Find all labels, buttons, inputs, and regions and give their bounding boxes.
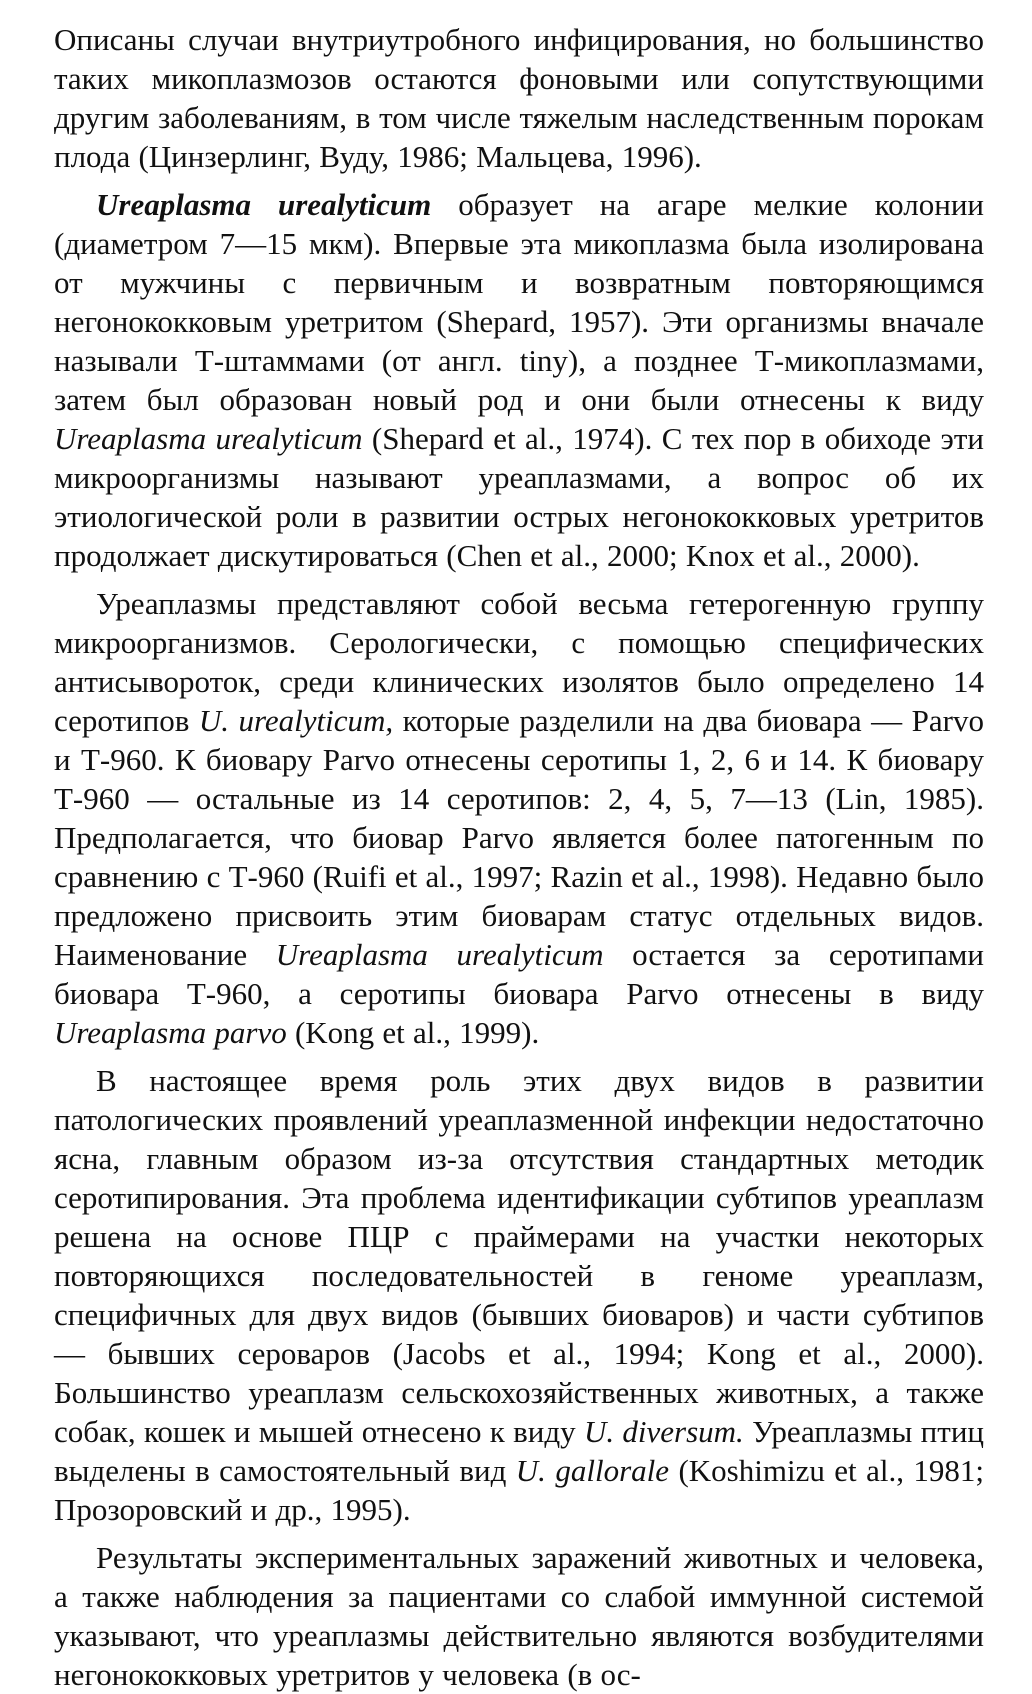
species-name-italic: U. diversum. — [583, 1414, 744, 1449]
text-run: (Kong et al., 1999). — [286, 1015, 540, 1050]
species-name-italic: U. gallorale — [515, 1453, 670, 1488]
text-run: Результаты экспериментальных заражений животных и человека, а также наблюдения за пациентами со слабой иммунной системой указывают, что уреаплазмы действительно являются возбудителями негонококковых уретритов у человека (в ос- — [54, 1540, 984, 1692]
text-run: остается за серотипами биовара Т-960, а серотипы биовара Parvo отнесены в виду — [54, 937, 984, 1011]
paragraph-experiments — [54, 1538, 984, 1694]
species-name-italic: Ureaplasma urealyticum — [275, 937, 604, 972]
paragraph-heterogeneity — [54, 584, 984, 1052]
text-run: которые разделили на два биовара — Parvo и Т-960. К биовару Parvo отнесены серотипы 1, 2, 6 и 14. К биовару Т-960 — остальные из 14 серотипов: 2, 4, 5, 7—13 (Lin, 1985). Предполагается, что биовар Parvo является более патогенным по сравнению с Т-960 (Ruifi et al., 1997; Razin et al., 1998). Недавно было предложено присвоить этим биоварам статус отдельных видов. Наименование — [54, 703, 984, 972]
text-run: Уреаплазмы представляют собой весьма гетерогенную группу микроорганизмов. Серологически, с помощью специфических антисывороток, среди клинических изолятов было определено 14 серотипов — [54, 586, 984, 738]
document-page — [54, 20, 984, 1692]
text-run: образует на агаре мелкие колонии (диаметром 7—15 мкм). Впервые эта микоплазма была изолирована от мужчины с первичным и возвратным повторяющимся негонококковым уретритом (Shepard, 1957). Эти организмы вначале называли Т-штаммами (от англ. tiny), а позднее Т-микоплазмами, затем был образован новый род и они были отнесены к виду — [54, 187, 984, 417]
text-run: (Shepard et al., 1974). С тех пор в обиходе эти микроорганизмы называют уреаплазмами, а вопрос об их этиологической роли в развитии острых негонококковых уретритов продолжает дискутироваться (Chen et al., 2000; Knox et al., 2000). — [54, 421, 984, 573]
species-name-italic: Ureaplasma parvo — [54, 1015, 287, 1050]
paragraph-subtyping — [54, 1061, 984, 1529]
species-name-italic: Ureaplasma urealyticum — [54, 421, 363, 456]
species-name-italic: U. urealyticum, — [198, 703, 394, 738]
paragraph-ureaplasma-urealyticum — [54, 185, 984, 575]
text-run: Описаны случаи внутриутробного инфицирования, но большинство таких микоплазмозов остаются фоновыми или сопутствующими другим заболеваниям, в том числе тяжелым наследственным порокам плода (Цинзерлинг, Вуду, 1986; Мальцева, 1996). — [54, 22, 984, 174]
lead-term-bold-italic: Ureaplasma urealyticum — [96, 187, 432, 222]
paragraph-intro — [54, 20, 984, 176]
text-run: Уреаплазмы птиц выделены в самостоятельный вид — [54, 1414, 984, 1488]
text-run: (Koshimizu et al., 1981; Прозоровский и др., 1995). — [54, 1453, 984, 1527]
text-run: В настоящее время роль этих двух видов в развитии патологических проявлений уреаплазменной инфекции недостаточно ясна, главным образом из-за отсутствия стандартных методик серотипирования. Эта проблема идентификации субтипов уреаплазм решена на основе ПЦР с праймерами на участки некоторых повторяющихся последовательностей в геноме уреаплазм, специфичных для двух видов (бывших биоваров) и части субтипов — бывших сероваров (Jacobs et al., 1994; Kong et al., 2000). Большинство уреаплазм сельскохозяйственных животных, а также собак, кошек и мышей отнесено к виду — [54, 1063, 984, 1449]
